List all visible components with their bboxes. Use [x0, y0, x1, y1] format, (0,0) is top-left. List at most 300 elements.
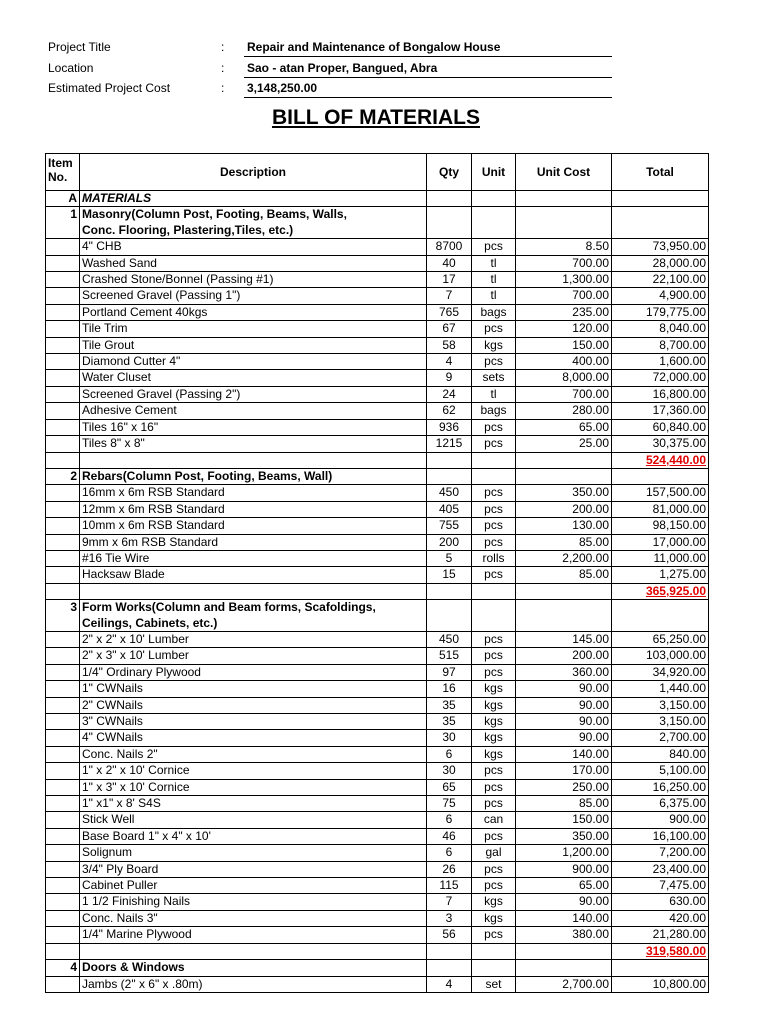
row-description: Solignum [80, 845, 427, 861]
row-qty: 6 [427, 812, 472, 828]
row-total: 28,000.00 [612, 255, 709, 271]
row-description: Tile Trim [80, 321, 427, 337]
row-description: Tiles 8" x 8" [80, 436, 427, 452]
table-row [46, 648, 709, 664]
row-unit-cost [516, 452, 612, 468]
row-total [612, 207, 709, 223]
table-row [46, 697, 709, 713]
row-description: 16mm x 6m RSB Standard [80, 485, 427, 501]
row-qty: 6 [427, 746, 472, 762]
table-row [46, 386, 709, 402]
location-value: Sao - atan Proper, Bangued, Abra [247, 61, 438, 75]
row-qty [427, 960, 472, 976]
item-no: 3 [46, 600, 80, 616]
row-qty: 765 [427, 304, 472, 320]
row-total: 7,475.00 [612, 878, 709, 894]
row-description: Rebars(Column Post, Footing, Beams, Wall) [80, 468, 427, 484]
item-no [46, 403, 80, 419]
row-qty [427, 600, 472, 616]
row-description: 1/4" Marine Plywood [80, 927, 427, 943]
table-row [46, 681, 709, 697]
row-total: 3,150.00 [612, 697, 709, 713]
row-qty: 97 [427, 664, 472, 680]
row-unit-cost: 2,700.00 [516, 976, 612, 992]
table-row [46, 501, 709, 517]
row-description: Hacksaw Blade [80, 567, 427, 583]
row-total: 6,375.00 [612, 796, 709, 812]
row-unit-cost: 90.00 [516, 714, 612, 730]
row-total: 30,375.00 [612, 436, 709, 452]
row-unit [472, 616, 516, 632]
row-unit-cost: 235.00 [516, 304, 612, 320]
row-unit-cost [516, 191, 612, 207]
row-qty: 67 [427, 321, 472, 337]
row-description: Water Cluset [80, 370, 427, 386]
table-row [46, 337, 709, 353]
row-description: Screened Gravel (Passing 1") [80, 288, 427, 304]
page-title: BILL OF MATERIALS [271, 106, 481, 129]
col-header-item-no: Item No. [46, 154, 80, 191]
row-qty: 35 [427, 697, 472, 713]
table-row [46, 730, 709, 746]
row-qty: 30 [427, 763, 472, 779]
table-row [46, 796, 709, 812]
row-total: 3,150.00 [612, 714, 709, 730]
row-description: Form Works(Column and Beam forms, Scafoldings, [80, 600, 427, 616]
location-label: Location [48, 61, 94, 75]
item-no [46, 681, 80, 697]
row-unit-cost: 1,200.00 [516, 845, 612, 861]
item-no [46, 436, 80, 452]
row-unit-cost [516, 600, 612, 616]
table-row [46, 304, 709, 320]
table-row [46, 239, 709, 255]
table-row [46, 714, 709, 730]
table-row [46, 746, 709, 762]
row-unit-cost [516, 616, 612, 632]
item-no [46, 239, 80, 255]
underline [244, 97, 612, 98]
table-row [46, 191, 709, 207]
row-unit: pcs [472, 861, 516, 877]
row-unit-cost: 150.00 [516, 337, 612, 353]
row-description: 9mm x 6m RSB Standard [80, 534, 427, 550]
row-unit: kgs [472, 697, 516, 713]
row-qty: 450 [427, 631, 472, 647]
item-no [46, 321, 80, 337]
row-qty: 16 [427, 681, 472, 697]
item-no [46, 730, 80, 746]
row-unit: pcs [472, 534, 516, 550]
row-unit [472, 452, 516, 468]
row-total [612, 600, 709, 616]
row-unit-cost: 250.00 [516, 779, 612, 795]
row-total: 1,275.00 [612, 567, 709, 583]
row-unit: pcs [472, 796, 516, 812]
row-description: #16 Tie Wire [80, 550, 427, 566]
table-row [46, 419, 709, 435]
row-qty: 405 [427, 501, 472, 517]
row-unit: pcs [472, 828, 516, 844]
item-no [46, 616, 80, 632]
row-unit: set [472, 976, 516, 992]
row-unit: kgs [472, 894, 516, 910]
row-unit-cost: 350.00 [516, 485, 612, 501]
row-total [612, 616, 709, 632]
col-header-unit-cost: Unit Cost [516, 154, 612, 191]
col-header-total: Total [612, 154, 709, 191]
row-qty: 62 [427, 403, 472, 419]
row-total: 16,800.00 [612, 386, 709, 402]
table-row [46, 779, 709, 795]
row-qty [427, 207, 472, 223]
row-description: Diamond Cutter 4" [80, 354, 427, 370]
row-unit: kgs [472, 714, 516, 730]
row-description: 2" CWNails [80, 697, 427, 713]
row-qty: 65 [427, 779, 472, 795]
item-no [46, 828, 80, 844]
row-description: Tile Grout [80, 337, 427, 353]
table-row [46, 485, 709, 501]
row-total: 81,000.00 [612, 501, 709, 517]
table-row [46, 207, 709, 223]
row-unit-cost: 360.00 [516, 664, 612, 680]
row-description: Jambs (2" x 6" x .80m) [80, 976, 427, 992]
item-no [46, 583, 80, 599]
table-body [46, 191, 709, 993]
table-row [46, 272, 709, 288]
item-no [46, 714, 80, 730]
row-qty [427, 191, 472, 207]
row-description: Tiles 16" x 16" [80, 419, 427, 435]
row-unit-cost: 280.00 [516, 403, 612, 419]
colon: : [221, 81, 225, 95]
row-total: 8,700.00 [612, 337, 709, 353]
item-no [46, 550, 80, 566]
row-total: 98,150.00 [612, 518, 709, 534]
row-unit-cost: 85.00 [516, 796, 612, 812]
row-total: 60,840.00 [612, 419, 709, 435]
row-unit-cost: 8,000.00 [516, 370, 612, 386]
row-qty [427, 943, 472, 959]
row-unit: bags [472, 403, 516, 419]
item-no: 1 [46, 207, 80, 223]
table-row [46, 960, 709, 976]
row-qty [427, 616, 472, 632]
row-description: 1/4" Ordinary Plywood [80, 664, 427, 680]
row-total: 72,000.00 [612, 370, 709, 386]
table-row [46, 927, 709, 943]
item-no [46, 288, 80, 304]
row-unit [472, 191, 516, 207]
table-row [46, 878, 709, 894]
table-row [46, 468, 709, 484]
row-unit-cost: 140.00 [516, 910, 612, 926]
row-unit-cost [516, 960, 612, 976]
row-description: 12mm x 6m RSB Standard [80, 501, 427, 517]
row-description: 4" CWNails [80, 730, 427, 746]
row-qty: 450 [427, 485, 472, 501]
row-total: 16,250.00 [612, 779, 709, 795]
col-header-description: Description [80, 154, 427, 191]
item-no [46, 664, 80, 680]
item-no [46, 648, 80, 664]
row-unit-cost: 700.00 [516, 255, 612, 271]
row-total: 16,100.00 [612, 828, 709, 844]
row-total: 10,800.00 [612, 976, 709, 992]
row-qty: 35 [427, 714, 472, 730]
row-unit [472, 960, 516, 976]
row-unit-cost: 90.00 [516, 697, 612, 713]
row-unit: kgs [472, 681, 516, 697]
row-description: 1" x 2" x 10' Cornice [80, 763, 427, 779]
row-total: 65,250.00 [612, 631, 709, 647]
row-total: 103,000.00 [612, 648, 709, 664]
row-qty: 46 [427, 828, 472, 844]
item-no [46, 763, 80, 779]
subtotal-value: 524,440.00 [612, 452, 709, 468]
project-title-label: Project Title [48, 40, 111, 54]
col-header-qty: Qty [427, 154, 472, 191]
table-row [46, 616, 709, 632]
row-description: Adhesive Cement [80, 403, 427, 419]
row-description: Cabinet Puller [80, 878, 427, 894]
row-qty: 936 [427, 419, 472, 435]
row-description: Base Board 1" x 4" x 10' [80, 828, 427, 844]
row-unit-cost: 200.00 [516, 648, 612, 664]
row-total: 157,500.00 [612, 485, 709, 501]
row-unit: pcs [472, 239, 516, 255]
table-header-row [46, 154, 709, 191]
row-unit: tl [472, 255, 516, 271]
row-description: Crashed Stone/Bonnel (Passing #1) [80, 272, 427, 288]
row-qty: 7 [427, 894, 472, 910]
row-total: 17,000.00 [612, 534, 709, 550]
row-unit: rolls [472, 550, 516, 566]
item-no [46, 501, 80, 517]
item-no [46, 976, 80, 992]
row-qty [427, 583, 472, 599]
table-row [46, 910, 709, 926]
table-row [46, 370, 709, 386]
row-description: Screened Gravel (Passing 2") [80, 386, 427, 402]
row-total: 11,000.00 [612, 550, 709, 566]
row-unit [472, 468, 516, 484]
row-total: 17,360.00 [612, 403, 709, 419]
row-qty: 4 [427, 354, 472, 370]
row-unit [472, 207, 516, 223]
row-qty: 3 [427, 910, 472, 926]
table-row [46, 861, 709, 877]
row-unit-cost: 65.00 [516, 878, 612, 894]
row-description: 1" x1" x 8' S4S [80, 796, 427, 812]
row-qty: 15 [427, 567, 472, 583]
row-description: Doors & Windows [80, 960, 427, 976]
table-row [46, 518, 709, 534]
row-unit: sets [472, 370, 516, 386]
subtotal-value: 365,925.00 [612, 583, 709, 599]
row-qty [427, 223, 472, 239]
cost-row [0, 78, 768, 98]
row-unit: kgs [472, 910, 516, 926]
row-description: 1" x 3" x 10' Cornice [80, 779, 427, 795]
table-row [46, 550, 709, 566]
table-row [46, 812, 709, 828]
row-description: 2" x 3" x 10' Lumber [80, 648, 427, 664]
row-unit-cost: 700.00 [516, 288, 612, 304]
item-no [46, 878, 80, 894]
row-unit: pcs [472, 321, 516, 337]
table-row [46, 354, 709, 370]
row-qty: 200 [427, 534, 472, 550]
cost-label: Estimated Project Cost [48, 81, 171, 95]
cost-value: 3,148,250.00 [247, 81, 318, 95]
row-description [80, 583, 427, 599]
row-unit: tl [472, 272, 516, 288]
row-description: MATERIALS [80, 191, 427, 207]
row-total [612, 960, 709, 976]
row-total [612, 468, 709, 484]
row-unit-cost [516, 583, 612, 599]
item-no [46, 812, 80, 828]
row-total: 22,100.00 [612, 272, 709, 288]
row-total: 840.00 [612, 746, 709, 762]
row-unit-cost [516, 943, 612, 959]
location-row [0, 58, 768, 78]
row-unit-cost: 2,200.00 [516, 550, 612, 566]
row-total: 420.00 [612, 910, 709, 926]
row-unit: pcs [472, 501, 516, 517]
row-unit: pcs [472, 664, 516, 680]
row-qty: 8700 [427, 239, 472, 255]
item-no [46, 927, 80, 943]
item-no [46, 255, 80, 271]
row-unit-cost: 85.00 [516, 534, 612, 550]
item-no [46, 861, 80, 877]
row-unit: pcs [472, 354, 516, 370]
row-unit: pcs [472, 763, 516, 779]
row-unit-cost: 140.00 [516, 746, 612, 762]
item-no [46, 845, 80, 861]
col-header-unit: Unit [472, 154, 516, 191]
row-unit-cost [516, 468, 612, 484]
row-qty: 9 [427, 370, 472, 386]
row-unit-cost: 85.00 [516, 567, 612, 583]
table-row [46, 943, 709, 959]
table-row [46, 288, 709, 304]
item-no: 4 [46, 960, 80, 976]
table-row [46, 976, 709, 992]
item-no [46, 631, 80, 647]
item-no [46, 337, 80, 353]
row-total: 179,775.00 [612, 304, 709, 320]
row-unit-cost: 400.00 [516, 354, 612, 370]
colon: : [221, 61, 225, 75]
project-title-row [0, 37, 768, 57]
row-qty: 30 [427, 730, 472, 746]
item-no [46, 354, 80, 370]
row-description: 10mm x 6m RSB Standard [80, 518, 427, 534]
row-description [80, 452, 427, 468]
row-unit: pcs [472, 927, 516, 943]
row-description: 4" CHB [80, 239, 427, 255]
table-row [46, 845, 709, 861]
row-unit-cost: 120.00 [516, 321, 612, 337]
item-no [46, 419, 80, 435]
row-qty: 1215 [427, 436, 472, 452]
row-description: Stick Well [80, 812, 427, 828]
table-row [46, 403, 709, 419]
row-unit-cost: 130.00 [516, 518, 612, 534]
row-total: 2,700.00 [612, 730, 709, 746]
row-total: 1,600.00 [612, 354, 709, 370]
row-unit: pcs [472, 779, 516, 795]
item-no [46, 779, 80, 795]
row-unit: pcs [472, 518, 516, 534]
row-description [80, 943, 427, 959]
row-total: 1,440.00 [612, 681, 709, 697]
row-unit-cost: 90.00 [516, 730, 612, 746]
row-qty: 17 [427, 272, 472, 288]
row-qty: 515 [427, 648, 472, 664]
bill-of-materials-table [45, 153, 709, 993]
item-no [46, 370, 80, 386]
row-unit: pcs [472, 419, 516, 435]
table-row [46, 321, 709, 337]
table-row [46, 255, 709, 271]
row-unit-cost: 145.00 [516, 631, 612, 647]
item-no [46, 910, 80, 926]
table-row [46, 763, 709, 779]
row-unit: pcs [472, 631, 516, 647]
row-unit: bags [472, 304, 516, 320]
row-total [612, 223, 709, 239]
row-unit-cost [516, 223, 612, 239]
row-unit-cost: 90.00 [516, 681, 612, 697]
row-unit: kgs [472, 746, 516, 762]
row-total [612, 191, 709, 207]
item-no [46, 304, 80, 320]
item-no [46, 796, 80, 812]
item-no: 2 [46, 468, 80, 484]
row-qty: 4 [427, 976, 472, 992]
row-total: 630.00 [612, 894, 709, 910]
table-row [46, 583, 709, 599]
row-unit-cost: 900.00 [516, 861, 612, 877]
row-total: 5,100.00 [612, 763, 709, 779]
row-qty: 5 [427, 550, 472, 566]
subtotal-value: 319,580.00 [612, 943, 709, 959]
row-qty: 40 [427, 255, 472, 271]
row-qty [427, 452, 472, 468]
item-no [46, 943, 80, 959]
table-row [46, 534, 709, 550]
item-no [46, 518, 80, 534]
item-no [46, 272, 80, 288]
row-unit: gal [472, 845, 516, 861]
row-unit: pcs [472, 436, 516, 452]
row-qty: 58 [427, 337, 472, 353]
row-description: Washed Sand [80, 255, 427, 271]
table-row [46, 894, 709, 910]
row-qty: 56 [427, 927, 472, 943]
row-unit [472, 943, 516, 959]
row-qty: 26 [427, 861, 472, 877]
row-description: 3" CWNails [80, 714, 427, 730]
row-description: 2" x 2" x 10' Lumber [80, 631, 427, 647]
row-total: 4,900.00 [612, 288, 709, 304]
row-qty: 755 [427, 518, 472, 534]
